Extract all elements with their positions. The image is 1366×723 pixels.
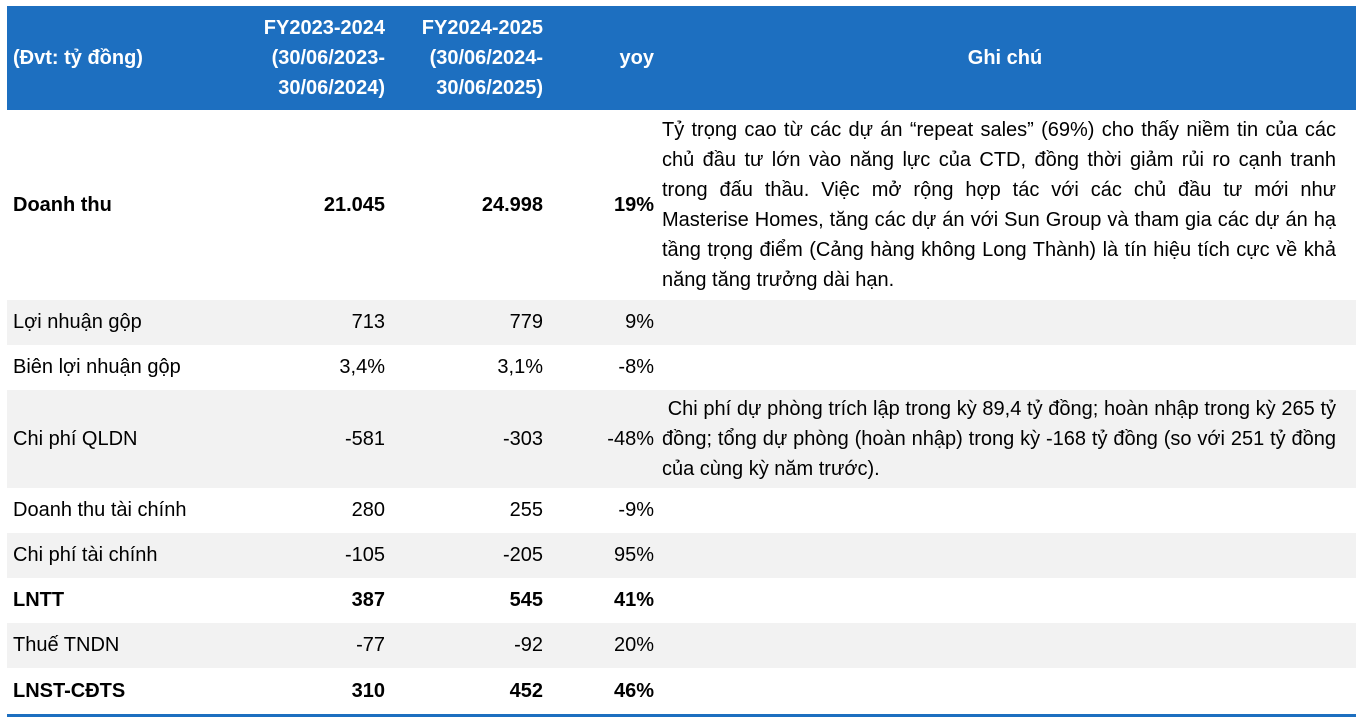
row-fy1: 310 [351, 679, 385, 702]
row-note: Tỷ trọng cao từ các dự án “repeat sales” (69%) cho thấy niềm tin của các chủ đầu tư lớn vào năng lực của CTD, đồng thời giảm rủi ro cạnh tranh trong đấu thầu. Việc mở rộng hợp tác với các chủ đầu tư mới như Masterise Homes, tăng các dự án với Sun Group và tham gia các dự án hạ tầng trọng điểm (Cảng hàng không Long Thành) là tín hiệu tích cực về khả năng tăng trưởng dài hạn. [662, 119, 1336, 291]
header-unit-text: (Đvt: tỷ đồng) [13, 46, 143, 69]
row-fy2: 24.998 [481, 193, 543, 216]
header-fy2-line2: (30/06/2024- [429, 47, 543, 69]
row-fy1: -581 [344, 427, 385, 450]
header-unit [7, 6, 237, 110]
row-note [654, 578, 1356, 623]
row-label: Chi phí QLDN [13, 427, 138, 450]
row-yoy: 9% [625, 311, 654, 333]
row-note [654, 345, 1356, 390]
row-fy2: -205 [502, 544, 543, 566]
header-fy1-line2: (30/06/2023- [271, 47, 385, 69]
row-yoy: -9% [618, 499, 654, 521]
row-yoy: -48% [607, 427, 654, 450]
header-fy2 [385, 6, 543, 110]
row-yoy: 20% [613, 634, 654, 656]
table-row [7, 578, 1356, 623]
table-header [7, 6, 1356, 110]
row-note [654, 488, 1356, 533]
table-row [7, 668, 1356, 714]
header-fy2-line3: 30/06/2025) [436, 77, 543, 99]
financial-table [7, 6, 1356, 717]
header-yoy [543, 6, 654, 110]
row-fy2: 452 [509, 679, 543, 702]
table-row [7, 533, 1356, 578]
row-note [654, 300, 1356, 345]
row-label: LNTT [13, 589, 65, 611]
row-label: Doanh thu tài chính [13, 499, 187, 521]
header-fy1-line1: FY2023-2024 [263, 17, 385, 39]
row-fy2: -92 [514, 634, 543, 656]
row-label: Thuế TNDN [13, 634, 120, 656]
table-row [7, 345, 1356, 390]
row-note: Chi phí dự phòng trích lập trong kỳ 89,4 tỷ đồng; hoàn nhập trong kỳ 265 tỷ đồng; tổng dự phòng (hoàn nhập) trong kỳ -168 tỷ đồng (so với 251 tỷ đồng của cùng kỳ năm trước). [662, 398, 1342, 480]
row-fy2: 255 [509, 499, 543, 521]
row-note [654, 533, 1356, 578]
row-fy1: 387 [351, 589, 385, 611]
row-fy2: 779 [509, 311, 543, 333]
row-note [654, 668, 1356, 714]
header-note [654, 6, 1356, 110]
row-fy1: 21.045 [323, 193, 385, 216]
row-yoy: 95% [613, 544, 654, 566]
row-label: Doanh thu [13, 193, 112, 216]
header-fy1-line3: 30/06/2024) [278, 77, 385, 99]
row-label: Lợi nhuận gộp [13, 311, 142, 333]
header-note-text: Ghi chú [967, 46, 1043, 69]
row-label: Biên lợi nhuận gộp [13, 356, 181, 378]
table-row [7, 623, 1356, 668]
row-yoy: 41% [613, 589, 654, 611]
row-fy2: -303 [502, 427, 543, 450]
row-yoy: -8% [618, 356, 654, 378]
table-row [7, 110, 1356, 300]
row-fy1: -77 [356, 634, 385, 656]
row-fy1: 713 [351, 311, 385, 333]
table-row [7, 488, 1356, 533]
header-yoy-text: yoy [619, 46, 654, 69]
row-label: Chi phí tài chính [13, 544, 158, 566]
row-fy1: 280 [351, 499, 385, 521]
row-yoy: 19% [613, 193, 654, 216]
row-note [654, 623, 1356, 668]
table-row [7, 300, 1356, 345]
header-fy1 [237, 6, 385, 110]
row-yoy: 46% [613, 679, 654, 702]
row-fy1: -105 [344, 544, 385, 566]
row-fy1: 3,4% [339, 356, 385, 378]
row-fy2: 3,1% [497, 356, 543, 378]
row-label: LNST-CĐTS [13, 679, 126, 702]
row-fy2: 545 [509, 589, 543, 611]
header-fy2-line1: FY2024-2025 [421, 17, 543, 39]
table-row [7, 390, 1356, 488]
